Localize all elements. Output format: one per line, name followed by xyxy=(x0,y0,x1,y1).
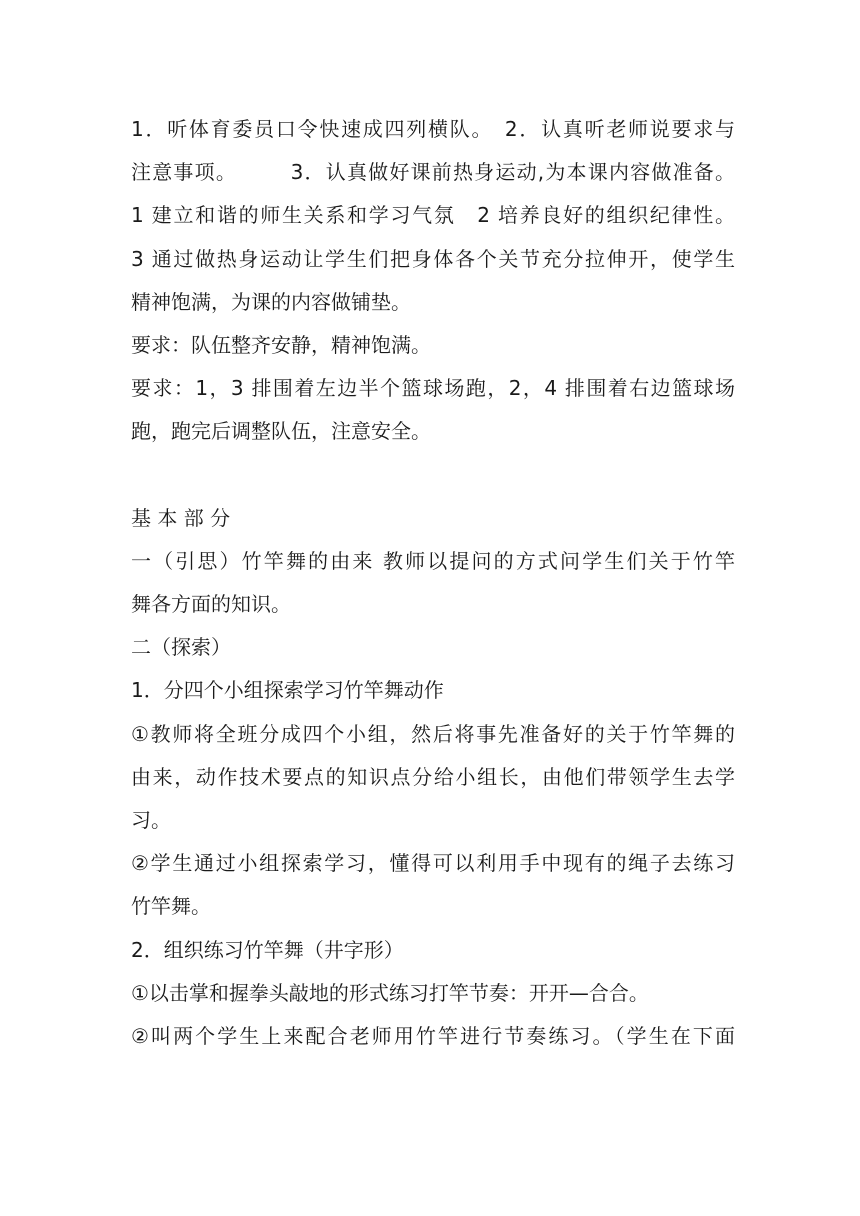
list-item-heading: 1．分四个小组探索学习竹竿舞动作 xyxy=(131,678,444,703)
list-item-heading: 2．组织练习竹竿舞（井字形） xyxy=(131,937,404,962)
paragraph-line: 一（引思）竹竿舞的由来 教师以提问的方式问学生们关于竹竿 xyxy=(131,548,735,573)
paragraph-line: 精神饱满，为课的内容做铺垫。 xyxy=(131,289,411,314)
subsection-heading: 二（探索） xyxy=(131,635,231,660)
paragraph-line: 竹竿舞。 xyxy=(131,894,211,919)
paragraph-line: ①以击掌和握拳头敲地的形式练习打竿节奏：开开—合合。 xyxy=(131,980,649,1005)
paragraph-line: 由来，动作技术要点的知识点分给小组长，由他们带领学生去学 xyxy=(131,764,735,789)
paragraph-line: 1 建立和谐的师生关系和学习气氛 2 培养良好的组织纪律性。 xyxy=(131,203,735,228)
paragraph-line: ②学生通过小组探索学习，懂得可以利用手中现有的绳子去练习 xyxy=(131,851,735,876)
section-heading: 基 本 部 分 xyxy=(131,505,231,530)
document-body xyxy=(131,108,735,1058)
paragraph-line: 注意事项。 3．认真做好课前热身运动,为本课内容做准备。 xyxy=(131,160,735,185)
paragraph-line: 要求：队伍整齐安静，精神饱满。 xyxy=(131,332,431,357)
paragraph-line: 3 通过做热身运动让学生们把身体各个关节充分拉伸开，使学生 xyxy=(131,246,735,271)
blank-line xyxy=(131,454,735,497)
paragraph-line: 1．听体育委员口令快速成四列横队。 2．认真听老师说要求与 xyxy=(131,117,735,141)
paragraph-line: ②叫两个学生上来配合老师用竹竿进行节奏练习。（学生在下面 xyxy=(131,1023,735,1048)
paragraph-line: 舞各方面的知识。 xyxy=(131,592,291,617)
paragraph-line: ①教师将全班分成四个小组，然后将事先准备好的关于竹竿舞的 xyxy=(131,721,735,746)
paragraph-line: 要求：1，3 排围着左边半个篮球场跑，2，4 排围着右边篮球场 xyxy=(131,376,735,401)
paragraph-line: 习。 xyxy=(131,808,171,832)
paragraph-line: 跑，跑完后调整队伍，注意安全。 xyxy=(131,419,431,444)
